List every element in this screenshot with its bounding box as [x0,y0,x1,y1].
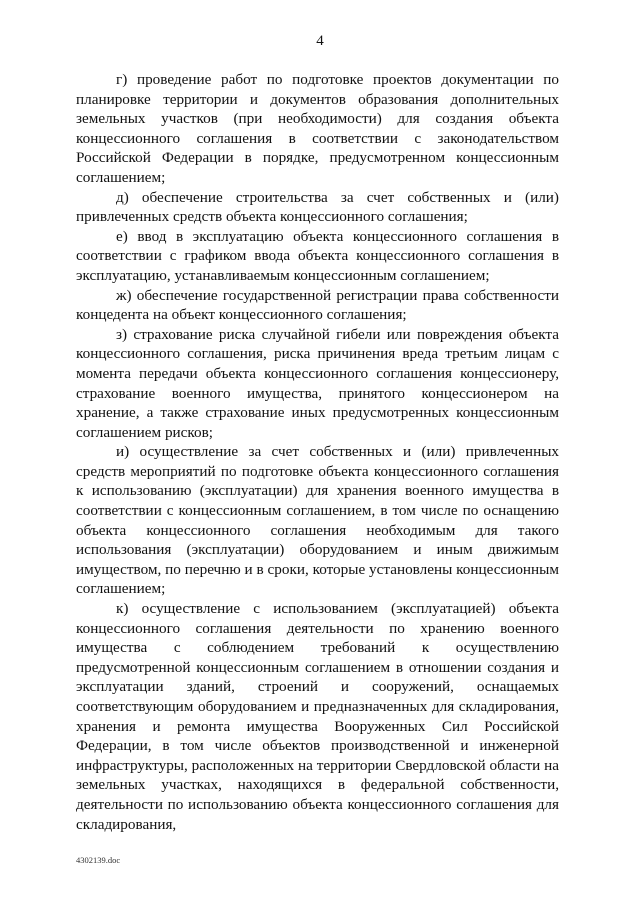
document-filename: 4302139.doc [76,855,121,865]
paragraph-e: е) ввод в эксплуатацию объекта концессионного соглашения в соответствии с графиком ввода объекта концессионного соглашения в эксплуатацию, устанавливаемым концессионным соглашением; [76,227,559,284]
document-body [76,70,559,834]
paragraph-d: д) обеспечение строительства за счет собственных и (или) привлеченных средств объекта концессионного соглашения; [76,188,559,226]
paragraph-zh: ж) обеспечение государственной регистрации права собственности концедента на объект концессионного соглашения; [76,286,559,324]
page-number: 4 [316,33,324,49]
paragraph-k: к) осуществление с использованием (эксплуатацией) объекта концессионного соглашения деятельности по хранению военного имущества с соблюдением требований к осуществлению предусмотренной концессионным соглашением в отношении создания и эксплуатации зданий, строений и сооружений, оснащаемых соответствующим оборудованием и предназначенных для складирования, хранения и ремонта имущества Вооруженных Сил Российской Федерации, в том числе объектов производственной и инженерной инфраструктуры, расположенных на территории Свердловской области на земельных участках, находящихся в федеральной собственности, деятельности по использованию объекта концессионного соглашения для складирования, [76,600,559,833]
paragraph-z: з) страхование риска случайной гибели или повреждения объекта концессионного соглашения, риска причинения вреда третьим лицам с момента передачи объекта концессионного соглашения концессионеру, страхование военного имущества, принятого концессионером на хранение, а также страхование иных предусмотренных концессионным соглашением рисков; [76,325,559,441]
paragraph-i: и) осуществление за счет собственных и (или) привлеченных средств мероприятий по подготовке объекта концессионного соглашения к использованию (эксплуатации) для хранения военного имущества в соответствии с концессионным соглашением, в том числе по оснащению объекта концессионного соглашения необходимым для такого использования (эксплуатации) оборудованием и иным движимым имуществом, по перечню и в сроки, которые установлены концессионным соглашением; [76,443,559,598]
paragraph-g: г) проведение работ по подготовке проектов документации по планировке территории и документов образования дополнительных земельных участков (при необходимости) для создания объекта концессионного соглашения в соответствии с законодательством Российской Федерации в порядке, предусмотренном концессионным соглашением; [76,71,559,186]
